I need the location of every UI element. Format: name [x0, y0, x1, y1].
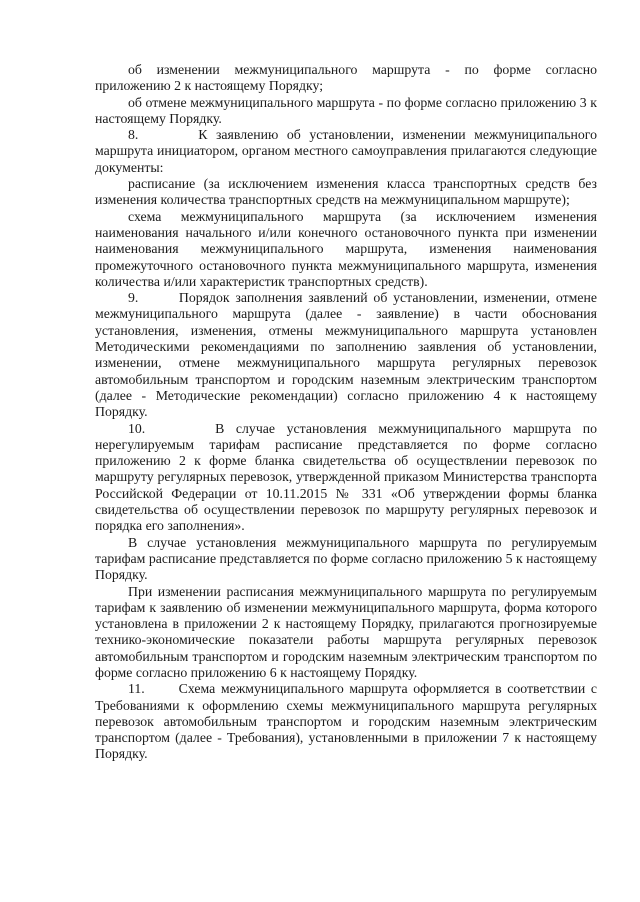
- paragraph: В случае установления межмуниципального маршрута по регулируемым тарифам расписание представляется по форме согласно приложению 5 к настоящему Порядку.: [95, 534, 597, 583]
- paragraph: расписание (за исключением изменения класса транспортных средств без изменения количества транспортных средств на межмуниципальном маршруте);: [95, 176, 597, 208]
- paragraph-item-11: 11. Схема межмуниципального маршрута оформляется в соответствии с Требованиями к оформлению схемы межмуниципального маршрута регулярных перевозок автомобильным транспортом и городским наземным электрическим транспортом (далее - Требования), установленными в приложении 7 к настоящему Порядку.: [95, 681, 597, 762]
- paragraph-item-8: 8. К заявлению об установлении, изменении межмуниципального маршрута инициатором, органом местного самоуправления прилагаются следующие документы:: [95, 127, 597, 175]
- paragraph-item-10: 10. В случае установления межмуниципального маршрута по нерегулируемым тарифам расписание представляется по форме согласно приложению 2 к форме бланка свидетельства об осуществлении перевозок по маршруту регулярных перевозок, утвержденной приказом Министерства транспорта Российской Федерации от 10.11.2015 № 331 «Об утверждении формы бланка свидетельства об осуществлении перевозок по маршруту регулярных перевозок и порядка его заполнения».: [95, 420, 597, 534]
- document-page: [95, 62, 597, 763]
- paragraph: схема межмуниципального маршрута (за исключением изменения наименования начального и/или конечного остановочного пункта при изменении наименования межмуниципального маршрута, изменения наименования промежуточного остановочного пункта межмуниципального маршрута, изменения количества и/или характеристик транспортных средств).: [95, 208, 597, 289]
- paragraph-item-9: 9. Порядок заполнения заявлений об установлении, изменении, отмене межмуниципального маршрута (далее - заявление) в части обоснования установления, изменения, отмены межмуниципального маршрута установлен Методическими рекомендациями по заполнению заявления об установлении, изменении, отмене межмуниципального маршрута регулярных перевозок автомобильным транспортом и городским наземным электрическим транспортом (далее - Методические рекомендации) согласно приложению 4 к настоящему Порядку.: [95, 290, 597, 420]
- paragraph: об изменении межмуниципального маршрута - по форме согласно приложению 2 к настоящему Порядку;: [95, 62, 597, 94]
- paragraph: При изменении расписания межмуниципального маршрута по регулируемым тарифам к заявлению об изменении межмуниципального маршрута, форма которого установлена в приложении 2 к настоящему Порядку, прилагаются прогнозируемые технико-экономические показатели работы маршрута регулярных перевозок автомобильным транспортом и городским наземным электрическим транспортом по форме согласно приложению 6 к настоящему Порядку.: [95, 583, 597, 680]
- paragraph: об отмене межмуниципального маршрута - по форме согласно приложению 3 к настоящему Порядку.: [95, 94, 597, 126]
